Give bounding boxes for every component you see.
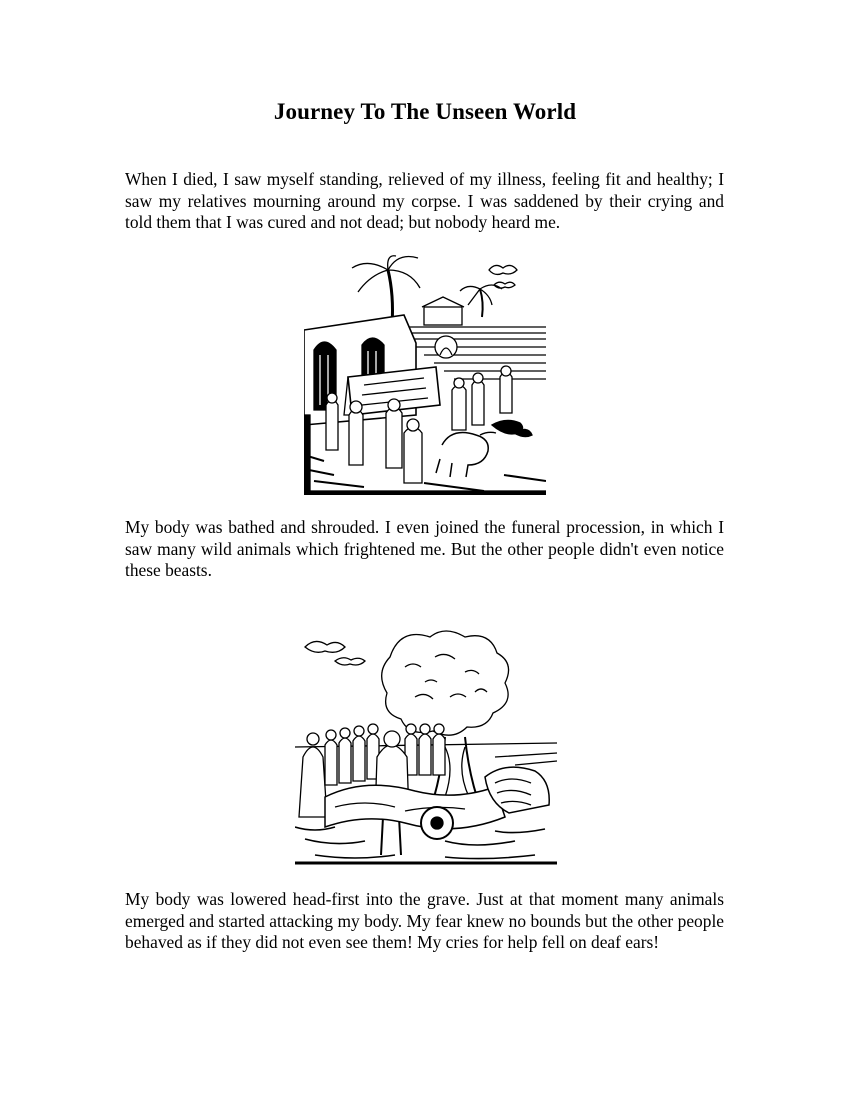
funeral-procession-illustration — [304, 255, 546, 495]
burial-scene-illustration — [295, 627, 557, 867]
paragraph-2: My body was bathed and shrouded. I even joined the funeral procession, in which I saw many wild animals which frightened me. But the other people didn't even notice these beasts. — [125, 517, 724, 581]
paragraph-1: When I died, I saw myself standing, relieved of my illness, feeling fit and healthy; I saw my relatives mourning around my corpse. I was saddened by their crying and told them that I was cured and not dead; but nobody heard me. — [125, 169, 724, 233]
paragraph-3: My body was lowered head-first into the grave. Just at that moment many animals emerged and started attacking my body. My fear knew no bounds but the other people behaved as if they did not even see them! My cries for help fell on deaf ears! — [125, 889, 724, 953]
page-title: Journey To The Unseen World — [273, 99, 577, 124]
